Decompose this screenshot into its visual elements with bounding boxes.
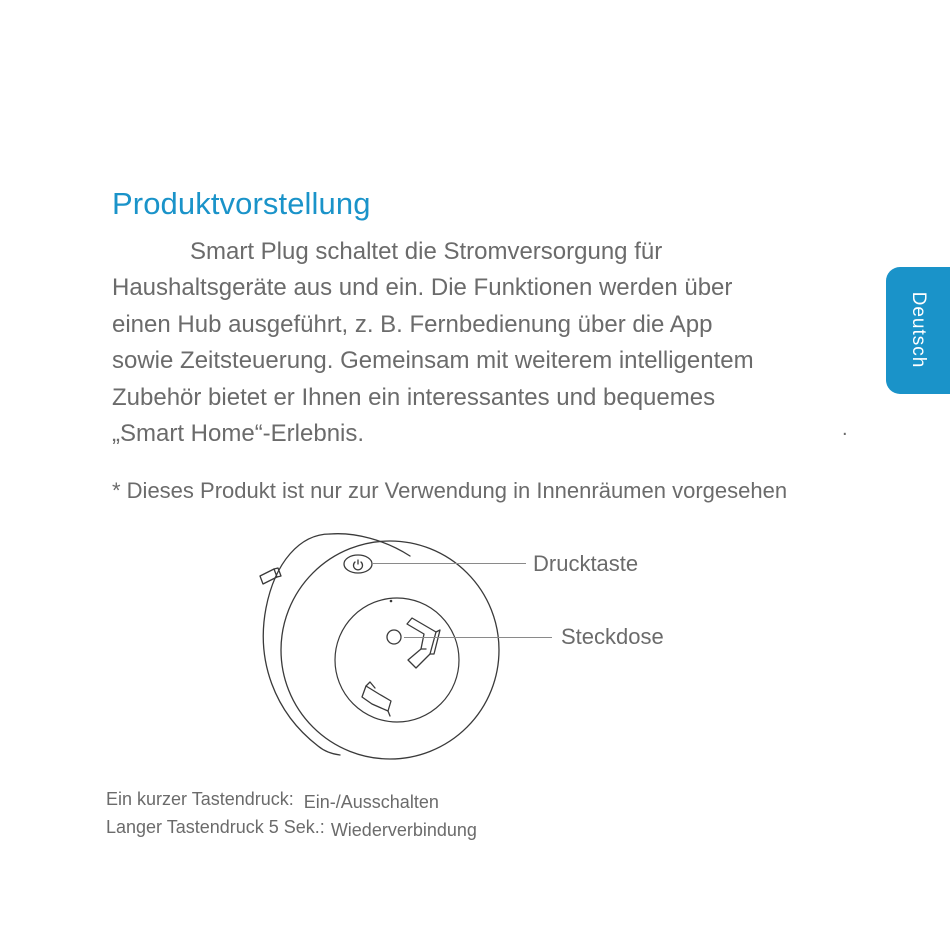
plug-pin [260, 568, 281, 584]
power-button[interactable] [344, 555, 372, 573]
smart-plug-illustration [240, 520, 540, 770]
instruction-result: Wiederverbindung [330, 820, 477, 840]
language-tab-label: Deutsch [908, 291, 929, 369]
socket-recess [335, 598, 459, 722]
intro-line: sowie Zeitsteuerung. Gemeinsam mit weiterem intelligentem [112, 347, 754, 375]
socket-ground-clip-bottom [362, 682, 391, 716]
instruction-row [106, 789, 477, 817]
socket-ground-clip-right [407, 618, 440, 668]
intro-line: „Smart Home“-Erlebnis. [112, 420, 365, 448]
instruction-action: Langer Tastendruck 5 Sek.: [106, 817, 325, 837]
instruction-action: Ein kurzer Tastendruck: [106, 789, 294, 809]
button-instructions [106, 789, 477, 845]
intro-line: Zubehör bietet er Ihnen ein interessantes und bequemes [112, 383, 716, 411]
intro-line: Haushaltsgeräte aus und ein. Die Funktionen werden über [112, 274, 733, 302]
plug-body [263, 534, 340, 755]
language-tab[interactable] [886, 267, 950, 394]
page-title: Produktvorstellung [112, 186, 371, 221]
callout-label-button: Drucktaste [533, 551, 639, 576]
callout-label-socket: Steckdose [561, 624, 664, 649]
socket-hole [387, 630, 401, 644]
callout-line-button [372, 563, 526, 564]
power-icon [354, 560, 363, 570]
instruction-row [106, 817, 477, 845]
plug-front-face [281, 541, 499, 759]
indicator-dot [390, 600, 393, 603]
intro-line: Smart Plug schaltet die Stromversorgung für [190, 238, 663, 265]
intro-paragraph [112, 234, 842, 452]
callout-line-socket [404, 637, 552, 638]
stray-dot: . [842, 418, 848, 440]
indoor-use-note: * Dieses Produkt ist nur zur Verwendung in Innenräumen vorgesehen [112, 478, 788, 503]
instruction-result: Ein-/Ausschalten [303, 792, 439, 812]
intro-line: einen Hub ausgeführt, z. B. Fernbedienung über die App [112, 310, 713, 338]
